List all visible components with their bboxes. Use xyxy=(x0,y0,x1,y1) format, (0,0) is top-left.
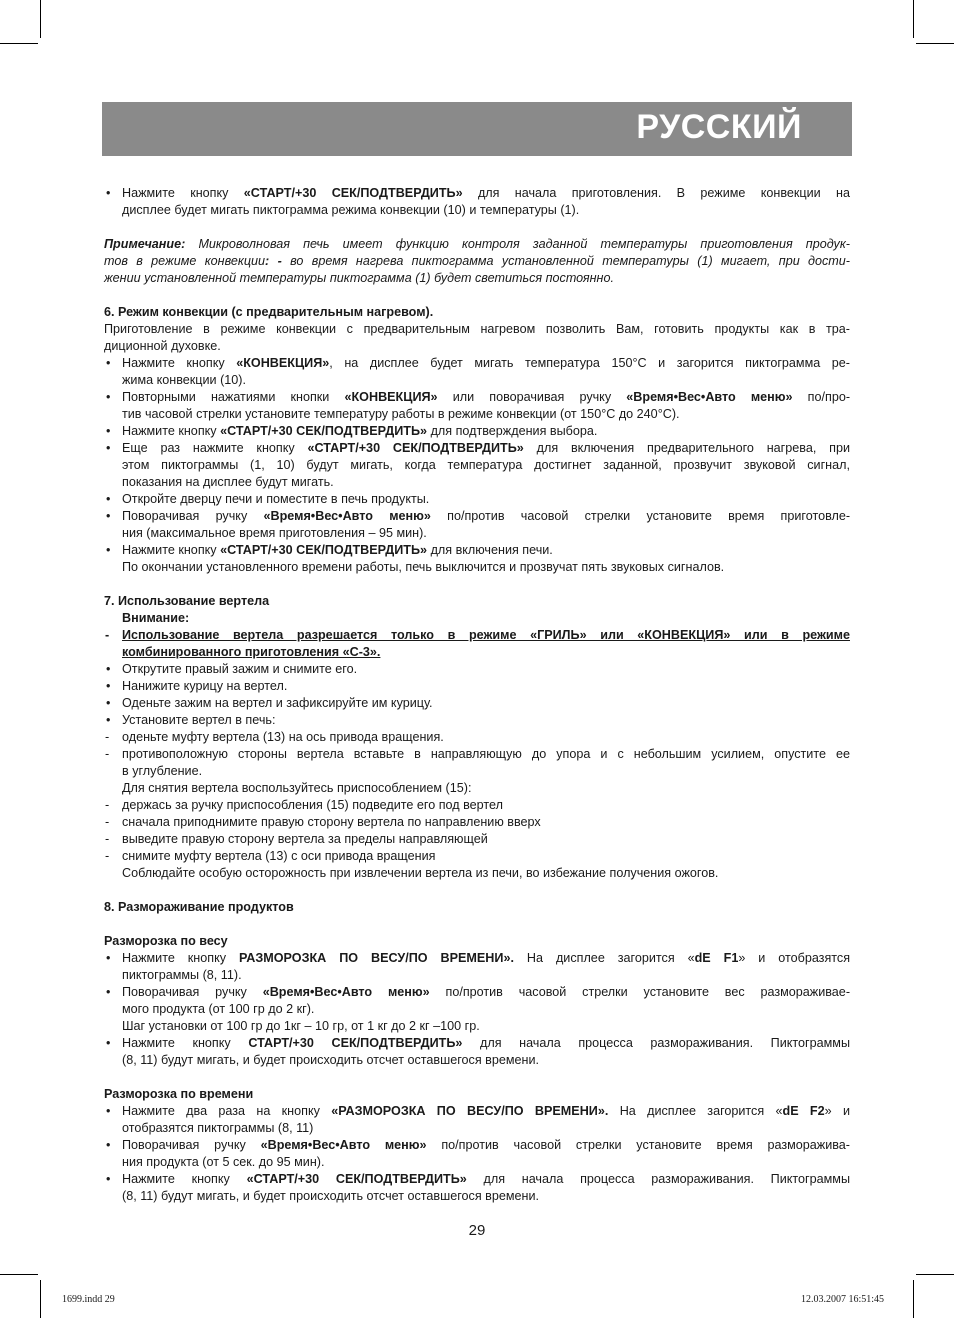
subsection-heading: Разморозка по времени xyxy=(104,1087,254,1101)
list-item: • Нажмите два раза на кнопку «РАЗМОРОЗКА ПО ВЕСУ/ПО ВРЕМЕНИ». На дисплее загорится «dE F2» и xyxy=(106,1104,851,1118)
crop-mark xyxy=(0,1274,38,1275)
section-heading: 6. Режим конвекции (с предварительным нагревом). xyxy=(104,305,434,319)
footer-file: 1699.indd 29 xyxy=(62,1294,115,1305)
section-heading: 7. Использование вертела xyxy=(104,594,270,608)
crop-mark xyxy=(40,1280,41,1318)
list-item-continuation: (8, 11) будут мигать, и будет происходить отсчет оставшегося времени. xyxy=(122,1189,539,1203)
list-item-continuation: Соблюдайте особую осторожность при извлечении вертела из печи, во избежание получения ожогов. xyxy=(122,866,719,880)
crop-mark xyxy=(913,1280,914,1318)
list-item: • Поворачивая ручку «Время•Вес•Авто меню» по/против часовой стрелки установите вес размораживае- xyxy=(106,985,851,999)
crop-mark xyxy=(0,43,38,44)
list-item: • Поворачивая ручку «Время•Вес•Авто меню» по/против часовой стрелки установите время приготовле- xyxy=(106,509,851,523)
dash-item: - оденьте муфту вертела (13) на ось привода вращения. xyxy=(105,730,444,744)
list-item: • Нажмите кнопку СТАРТ/+30 СЕК/ПОДТВЕРДИТЬ» для начала процесса размораживания. Пиктограммы xyxy=(106,1036,851,1050)
warning: - Использование вертела разрешается только в режиме «ГРИЛЬ» или «КОНВЕКЦИЯ» или в режиме xyxy=(105,628,850,642)
warning: комбинированного приготовления «С-3». xyxy=(122,645,381,659)
dash-item: - держась за ручку приспособления (15) подведите его под вертел xyxy=(105,798,503,812)
list-item: • Открутите правый зажим и снимите его. xyxy=(106,662,358,676)
crop-mark xyxy=(913,0,914,38)
list-item: • Нажмите кнопку РАЗМОРОЗКА ПО ВЕСУ/ПО ВРЕМЕНИ». На дисплее загорится «dE F1» и отобразятся xyxy=(106,951,851,965)
list-item: • Еще раз нажмите кнопку «СТАРТ/+30 СЕК/ПОДТВЕРДИТЬ» для включения предварительного нагрева, при xyxy=(106,441,851,455)
list-item: • Повторными нажатиями кнопки «КОНВЕКЦИЯ» или поворачивая ручку «Время•Вес•Авто меню» по/про- xyxy=(106,390,851,404)
list-item: • Установите вертел в печь: xyxy=(106,713,276,727)
list-item-continuation: в углубление. xyxy=(122,764,203,778)
list-item: • Откройте дверцу печи и поместите в печь продукты. xyxy=(106,492,430,506)
crop-mark xyxy=(40,0,41,38)
subsection-heading: Разморозка по весу xyxy=(104,934,228,948)
list-item: • Нажмите кнопку «СТАРТ/+30 СЕК/ПОДТВЕРДИТЬ» для начала процесса размораживания. Пиктограммы xyxy=(106,1172,851,1186)
bullet: • xyxy=(106,186,111,200)
dash-item: - снимите муфту вертела (13) с оси привода вращения xyxy=(105,849,436,863)
list-item-continuation: тив часовой стрелки установите температуру работы в режиме конвекции (от 150°C до 240°C). xyxy=(122,407,680,421)
page-title: РУССКИЙ xyxy=(636,108,802,146)
list-item: • Нажмите кнопку «СТАРТ/+30 СЕК/ПОДТВЕРДИТЬ» для включения печи. xyxy=(106,543,553,557)
list-item-continuation: показания на дисплее будут мигать. xyxy=(122,475,334,489)
list-item-continuation: Шаг установки от 100 гр до 1кг – 10 гр, от 1 кг до 2 кг –100 гр. xyxy=(122,1019,480,1033)
list-item: • Нажмите кнопку «СТАРТ/+30 СЕК/ПОДТВЕРДИТЬ» для начала приготовления. В режиме конвекции на xyxy=(106,186,850,200)
list-item-continuation: По окончании установленного времени работы, печь выключится и прозвучат пять звуковых сигналов. xyxy=(122,560,725,574)
dash-item: - противоположную стороны вертела вставьте в направляющую до упора и с небольшим усилием, опустите ее xyxy=(105,747,850,761)
list-item-continuation: этом пиктограммы (1, 10) будут мигать, когда температура достигнет заданной, прозвучит звуковой сигнал, xyxy=(122,458,850,472)
section-heading: 8. Размораживание продуктов xyxy=(104,900,294,914)
list-item: • Нажмите кнопку «СТАРТ/+30 СЕК/ПОДТВЕРДИТЬ» для подтверждения выбора. xyxy=(106,424,598,438)
crop-mark xyxy=(916,43,954,44)
note: жении установленной температуры пиктограмма (1) будет светиться постоянно. xyxy=(104,271,614,285)
list-item: • Нанижите курицу на вертел. xyxy=(106,679,288,693)
list-item-continuation: ния (максимальное время приготовления – 95 мин). xyxy=(122,526,427,540)
list-item: • Поворачивая ручку «Время•Вес•Авто меню» по/против часовой стрелки установите время разморажива- xyxy=(106,1138,850,1152)
list-item-continuation: мого продукта (от 100 гр до 2 кг). xyxy=(122,1002,315,1016)
list-item-continuation: ния продукта (от 5 сек. до 95 мин). xyxy=(122,1155,325,1169)
list-item: • Оденьте зажим на вертел и зафиксируйте им курицу. xyxy=(106,696,433,710)
list-item-continuation: дисплее будет мигать пиктограмма режима конвекции (10) и температуры (1). xyxy=(122,203,580,217)
note: Примечание: Микроволновая печь имеет функцию контроля заданной температуры приготовления продук- xyxy=(104,237,850,251)
note: тов в режиме конвекции: - во время нагрева пиктограмма установленной температуры (1) мигает, при дости- xyxy=(104,254,850,268)
document-body xyxy=(104,185,850,1205)
paragraph: Приготовление в режиме конвекции с предварительным нагревом позволить Вам, готовить продукты как в тра- xyxy=(104,322,850,336)
dash-item: - сначала приподнимите правую сторону вертела по направлению вверх xyxy=(105,815,541,829)
list-item-continuation: (8, 11) будут мигать, и будет происходить отсчет оставшегося времени. xyxy=(122,1053,539,1067)
list-item-continuation: Для снятия вертела воспользуйтесь приспособлением (15): xyxy=(122,781,472,795)
attention-label: Внимание: xyxy=(122,611,190,625)
dash-item: - выведите правую сторону вертела за пределы направляющей xyxy=(105,832,488,846)
list-item-continuation: пиктограммы (8, 11). xyxy=(122,968,242,982)
paragraph: диционной духовке. xyxy=(104,339,221,353)
list-item: • Нажмите кнопку «КОНВЕКЦИЯ», на дисплее будет мигать температура 150°C и загорится пиктограмма ре- xyxy=(106,356,851,370)
language-banner xyxy=(102,102,852,156)
list-item-continuation: отобразятся пиктограммы (8, 11) xyxy=(122,1121,314,1135)
crop-mark xyxy=(916,1274,954,1275)
list-item-continuation: жима конвекции (10). xyxy=(122,373,246,387)
footer-datetime: 12.03.2007 16:51:45 xyxy=(800,1294,884,1305)
page-number: 29 xyxy=(468,1222,486,1239)
